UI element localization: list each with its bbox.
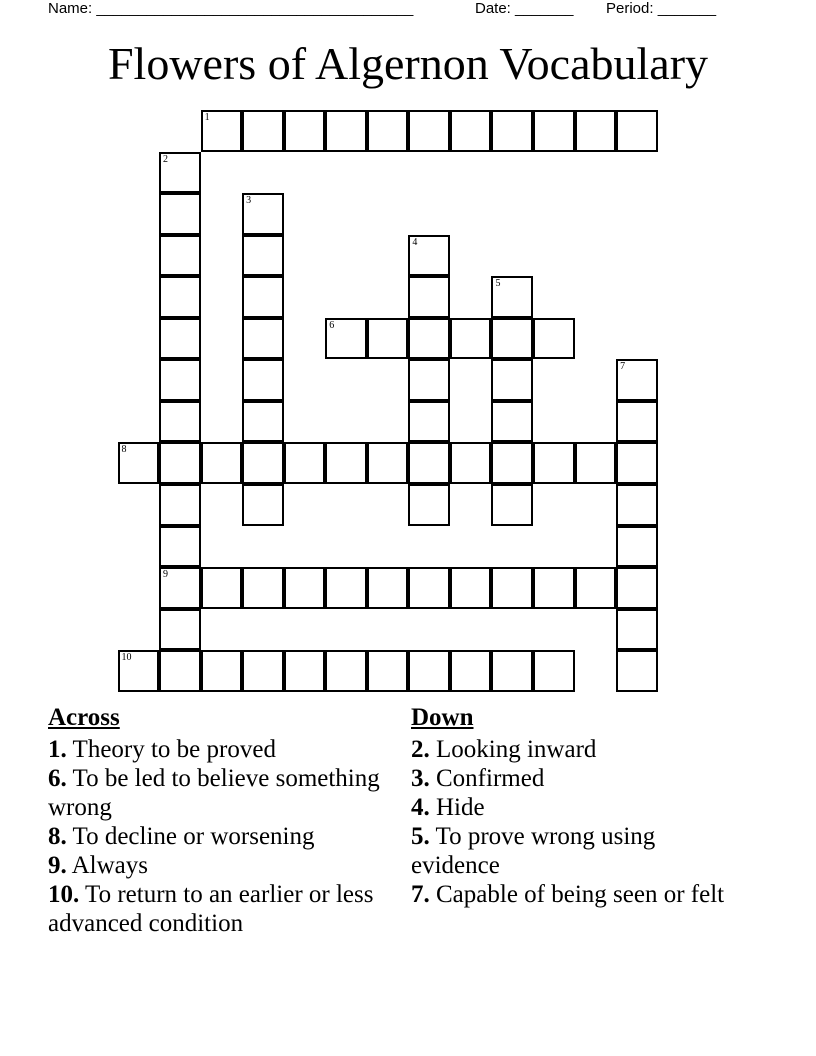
crossword-cell[interactable] — [408, 650, 450, 692]
crossword-cell[interactable] — [408, 110, 450, 152]
crossword-cell[interactable] — [533, 318, 575, 360]
crossword-cell[interactable] — [491, 110, 533, 152]
name-field-label: Name: ______________________________________ — [48, 0, 414, 17]
crossword-cell[interactable] — [491, 318, 533, 360]
clue-text: Always — [66, 852, 148, 879]
cell-number: 4 — [412, 236, 418, 248]
crossword-cell[interactable] — [159, 526, 201, 568]
cell-number: 8 — [121, 444, 127, 456]
cell-number: 10 — [121, 652, 132, 664]
crossword-cell[interactable] — [491, 442, 533, 484]
clue-number: 1. — [48, 736, 67, 763]
down-clue — [411, 735, 741, 764]
down-clue-list — [411, 735, 741, 909]
cell-number: 5 — [495, 278, 501, 290]
across-heading: Across — [48, 704, 120, 731]
crossword-cell[interactable] — [159, 276, 201, 318]
crossword-cell[interactable] — [242, 110, 284, 152]
crossword-cell[interactable] — [408, 359, 450, 401]
crossword-cell[interactable] — [284, 650, 326, 692]
clue-text: Capable of being seen or felt — [429, 881, 725, 908]
crossword-cell[interactable] — [491, 401, 533, 443]
date-field-label: Date: _______ — [475, 0, 574, 17]
crossword-cell[interactable] — [450, 650, 492, 692]
crossword-cell[interactable] — [491, 650, 533, 692]
crossword-cell[interactable] — [491, 484, 533, 526]
crossword-cell[interactable] — [284, 442, 326, 484]
crossword-cell[interactable] — [159, 235, 201, 277]
crossword-cell[interactable] — [201, 110, 243, 152]
crossword-cell[interactable] — [325, 650, 367, 692]
crossword-cell[interactable] — [325, 442, 367, 484]
crossword-cell[interactable] — [616, 484, 658, 526]
crossword-cell[interactable] — [408, 276, 450, 318]
crossword-cell[interactable] — [408, 235, 450, 277]
clue-number: 5. — [411, 823, 430, 850]
crossword-cell[interactable] — [616, 110, 658, 152]
crossword-cell[interactable] — [325, 567, 367, 609]
crossword-cell[interactable] — [575, 442, 617, 484]
clue-number: 3. — [411, 765, 430, 792]
crossword-cell[interactable] — [367, 442, 409, 484]
crossword-cell[interactable] — [325, 110, 367, 152]
crossword-cell[interactable] — [408, 567, 450, 609]
clue-number: 7. — [411, 881, 430, 908]
crossword-cell[interactable] — [118, 650, 160, 692]
crossword-cell[interactable] — [575, 110, 617, 152]
cell-number: 2 — [163, 153, 169, 165]
crossword-cell[interactable] — [242, 235, 284, 277]
period-field-label: Period: _______ — [606, 0, 717, 17]
clue-number: 2. — [411, 736, 430, 763]
crossword-cell[interactable] — [367, 110, 409, 152]
crossword-cell[interactable] — [159, 567, 201, 609]
cell-number: 1 — [204, 112, 210, 123]
clue-text: To decline or worsening — [66, 823, 315, 850]
crossword-cell[interactable] — [159, 442, 201, 484]
crossword-cell[interactable] — [242, 359, 284, 401]
crossword-cell[interactable] — [159, 650, 201, 692]
crossword-cell[interactable] — [159, 318, 201, 360]
crossword-cell[interactable] — [159, 609, 201, 651]
crossword-cell[interactable] — [450, 110, 492, 152]
crossword-cell[interactable] — [159, 401, 201, 443]
crossword-cell[interactable] — [367, 567, 409, 609]
cell-number: 3 — [246, 195, 252, 207]
clue-text: To return to an earlier or less advanced condition — [48, 881, 374, 937]
crossword-cell[interactable] — [491, 359, 533, 401]
crossword-cell[interactable] — [450, 442, 492, 484]
clue-text: Confirmed — [429, 765, 545, 792]
clue-text: Hide — [429, 794, 485, 821]
crossword-cell[interactable] — [616, 567, 658, 609]
crossword-cell[interactable] — [242, 193, 284, 235]
cell-number: 6 — [329, 319, 335, 331]
crossword-cell[interactable] — [159, 152, 201, 194]
crossword-cell[interactable] — [159, 193, 201, 235]
crossword-cell[interactable] — [408, 484, 450, 526]
clue-text: Theory to be proved — [66, 736, 276, 763]
crossword-cell[interactable] — [242, 567, 284, 609]
crossword-cell[interactable] — [616, 650, 658, 692]
across-clue — [48, 822, 393, 851]
across-clue — [48, 851, 393, 880]
crossword-cell[interactable] — [533, 567, 575, 609]
crossword-cell[interactable] — [533, 110, 575, 152]
crossword-cell[interactable] — [242, 401, 284, 443]
crossword-cell[interactable] — [616, 359, 658, 401]
crossword-cell[interactable] — [408, 401, 450, 443]
crossword-cell[interactable] — [284, 567, 326, 609]
crossword-cell[interactable] — [450, 567, 492, 609]
crossword-cell[interactable] — [616, 401, 658, 443]
down-clue — [411, 793, 741, 822]
crossword-cell[interactable] — [533, 650, 575, 692]
crossword-cell[interactable] — [242, 276, 284, 318]
across-clue — [48, 735, 393, 764]
cell-number: 7 — [620, 361, 626, 373]
crossword-cell[interactable] — [201, 442, 243, 484]
crossword-cell[interactable] — [408, 442, 450, 484]
down-heading: Down — [411, 704, 474, 731]
crossword-cell[interactable] — [201, 567, 243, 609]
down-clue — [411, 880, 741, 909]
crossword-cell[interactable] — [616, 526, 658, 568]
cell-number: 9 — [163, 569, 169, 581]
crossword-cell[interactable] — [242, 650, 284, 692]
down-clue — [411, 822, 741, 880]
crossword-cell[interactable] — [533, 442, 575, 484]
clue-number: 6. — [48, 765, 67, 792]
across-clue — [48, 764, 393, 822]
crossword-cell[interactable] — [367, 318, 409, 360]
crossword-cell[interactable] — [616, 442, 658, 484]
down-clue — [411, 764, 741, 793]
crossword-cell[interactable] — [242, 484, 284, 526]
crossword-cell[interactable] — [491, 276, 533, 318]
crossword-cell[interactable] — [284, 110, 326, 152]
crossword-cell[interactable] — [118, 442, 160, 484]
clue-number: 10. — [48, 881, 80, 908]
crossword-cell[interactable] — [159, 484, 201, 526]
crossword-cell[interactable] — [450, 318, 492, 360]
clue-number: 4. — [411, 794, 430, 821]
clue-text: To prove wrong using evidence — [411, 823, 656, 879]
page-title: Flowers of Algernon Vocabulary — [107, 38, 709, 89]
crossword-cell[interactable] — [408, 318, 450, 360]
clue-number: 8. — [48, 823, 67, 850]
crossword-cell[interactable] — [242, 318, 284, 360]
clue-number: 9. — [48, 852, 67, 879]
clue-text: Looking inward — [429, 736, 597, 763]
crossword-cell[interactable] — [242, 442, 284, 484]
crossword-cell[interactable] — [159, 359, 201, 401]
crossword-cell[interactable] — [575, 567, 617, 609]
crossword-cell[interactable] — [201, 650, 243, 692]
down-clues — [411, 703, 741, 909]
crossword-cell[interactable] — [367, 650, 409, 692]
across-clues — [48, 703, 393, 938]
across-clue-list — [48, 735, 393, 938]
crossword-cell[interactable] — [616, 609, 658, 651]
crossword-cell[interactable] — [491, 567, 533, 609]
across-clue — [48, 880, 393, 938]
crossword-cell[interactable] — [325, 318, 367, 360]
clue-text: To be led to believe something wrong — [48, 765, 380, 821]
